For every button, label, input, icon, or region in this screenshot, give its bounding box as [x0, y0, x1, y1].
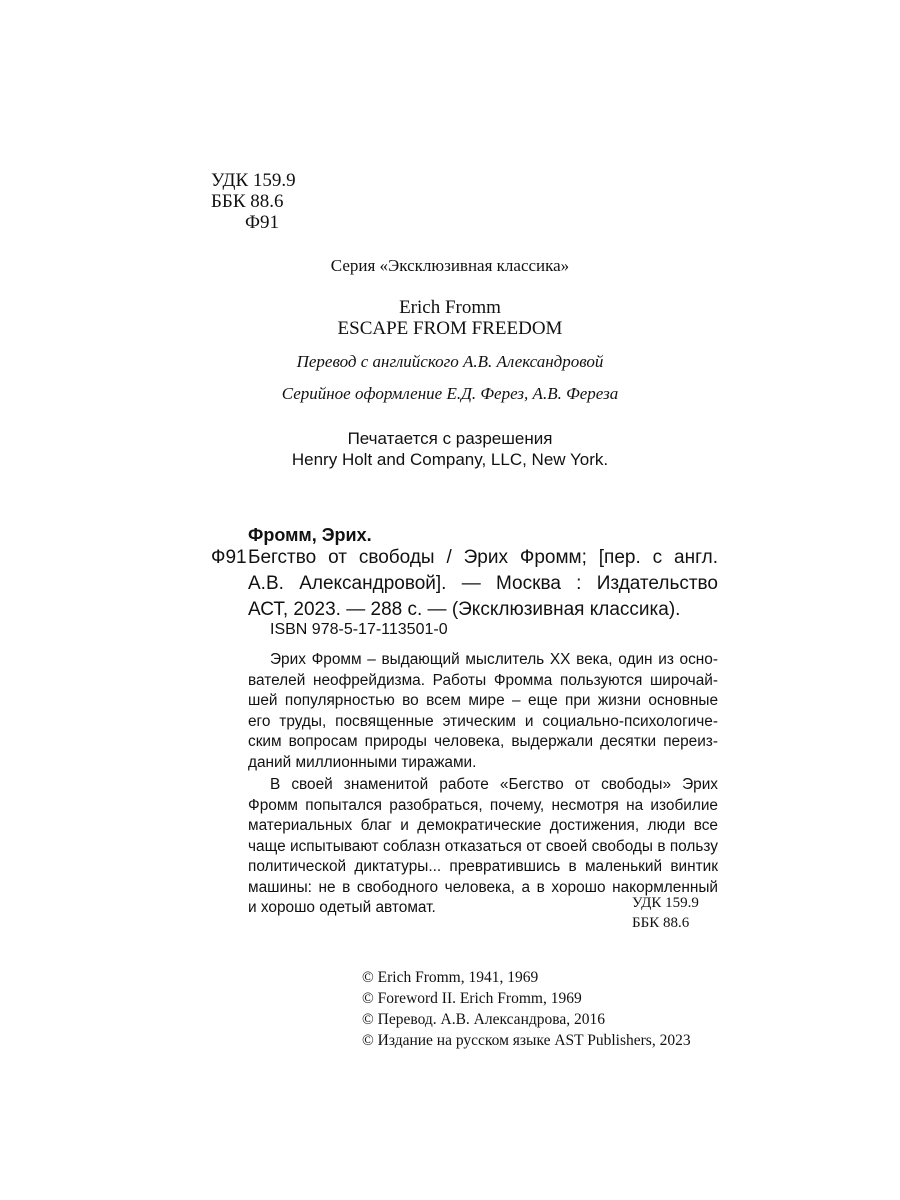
permission-line-1: Печатается с разрешения — [347, 429, 553, 448]
permission-line-2: Henry Holt and Company, LLC, New York. — [291, 450, 609, 469]
annotation-paragraph-1 — [248, 650, 718, 773]
copyright-line: © Издание на русском языке AST Publishers, 2023 — [362, 1032, 691, 1049]
annotation-line: ским вопросам природы человека, выдержали десятки переиз- — [248, 733, 718, 750]
annotation-bbk: ББК 88.6 — [632, 915, 690, 931]
original-author: Erich Fromm — [399, 297, 501, 318]
copyright-block — [362, 967, 691, 1051]
series-line: Серия «Эксклюзивная классика» — [330, 256, 570, 275]
translation-credit: Перевод с английского А.В. Александровой — [296, 352, 604, 371]
annotation-line: В своей знаменитой работе «Бегство от свободы» Эрих — [270, 776, 718, 793]
original-title: ESCAPE FROM FREEDOM — [337, 318, 563, 339]
annotation-line: машины: не в свободного человека, а в хорошо накормленный — [248, 878, 718, 896]
copyright-line: © Foreword II. Erich Fromm, 1969 — [362, 990, 582, 1007]
annotation-udk: УДК 159.9 — [632, 895, 699, 911]
annotation-line: вателей неофрейдизма. Работы Фромма пользуются широчай- — [248, 671, 718, 689]
udk-code: УДК 159.9 — [211, 170, 296, 191]
annotation-line: даний миллионными тиражами. — [248, 753, 477, 771]
catalog-description — [248, 545, 718, 623]
annotation-line: Эрих Фромм – выдающий мыслитель XX века, один из осно- — [270, 651, 718, 668]
annotation-line: Фромм попытался разобраться, почему, несмотря на изобилие — [248, 796, 718, 814]
author-mark: Ф91 — [245, 212, 280, 233]
copyright-line: © Перевод. А.В. Александрова, 2016 — [362, 1011, 605, 1028]
annotation-line: материальных благ и демократические достижения, люди все — [248, 817, 718, 834]
copyright-line: © Erich Fromm, 1941, 1969 — [362, 969, 539, 986]
catalog-mark: Ф91 — [211, 547, 247, 568]
catalog-description-line: АСТ, 2023. — 288 с. — (Эксклюзивная классика). — [248, 599, 681, 620]
annotation-line: его труды, посвященные этическим и социально-психологиче- — [248, 712, 718, 730]
isbn: ISBN 978-5-17-113501-0 — [270, 621, 448, 638]
annotation-line: чаще испытывают соблазн отказаться от своей свободы в пользу — [248, 837, 718, 855]
catalog-description-line: А.В. Александровой]. — Москва : Издательство — [248, 573, 718, 594]
catalog-author-heading: Фромм, Эрих. — [248, 525, 372, 545]
bbk-code: ББК 88.6 — [211, 191, 284, 212]
annotation-line: политической диктатуры... превратившись в маленький винтик — [248, 858, 718, 875]
catalog-description-line: Бегство от свободы / Эрих Фромм; [пер. с англ. — [248, 547, 718, 568]
design-credit: Серийное оформление Е.Д. Ферез, А.В. Фереза — [281, 384, 619, 403]
annotation-line: шей популярностью во всем мире – еще при жизни основные — [248, 692, 718, 709]
annotation-line: и хорошо одетый автомат. — [248, 899, 436, 916]
